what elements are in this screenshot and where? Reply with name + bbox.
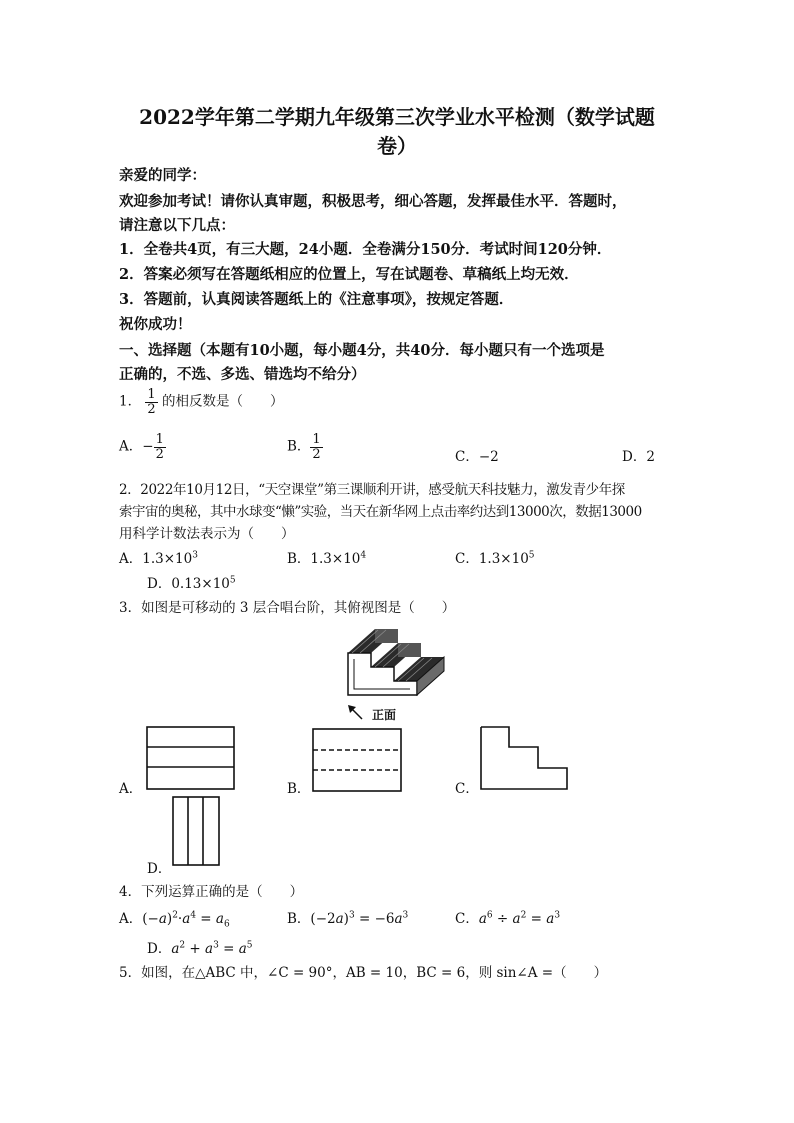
q2-line-1: 2．2022年10月12日，“天空课堂”第三课顺利开讲，感受航天科技魅力，激发青少年探 — [119, 482, 625, 498]
q4-option-a: A．$(-a)^2\cdot a^4 = a_6$ — [119, 910, 230, 930]
q2-option-d: D．$0.13\times 10^5$ — [147, 575, 236, 592]
q4-option-c: C．$a^6 \div a^2 = a^3$ — [455, 910, 561, 927]
q1-option-c: C．−2 — [455, 449, 499, 465]
q4-option-d: D．$a^2 + a^3 = a^5$ — [147, 940, 253, 957]
q2-option-c: C．$1.3\times 10^5$ — [455, 550, 535, 567]
greeting: 亲爱的同学： — [119, 167, 206, 184]
intro-paragraph-2: 请注意以下几点： — [119, 217, 235, 234]
q2-line-2: 索宇宙的奥秘，其中水球变“懒”实验，当天在新华网上点击率约达到13000次，数据13000 — [119, 504, 642, 520]
q3-option-c-label: C． — [455, 781, 479, 797]
page-title-cont: 卷） — [377, 134, 417, 158]
front-label: 正面 — [372, 708, 397, 722]
section-heading-cont: 正确的，不选、多选、错选均不给分） — [119, 366, 366, 383]
note-3: 3．答题前，认真阅读答题纸上的《注意事项》，按规定答题． — [119, 291, 514, 308]
q3-option-a-label: A． — [119, 781, 143, 797]
q1-option-d: D．2 — [622, 449, 655, 465]
q4-option-b: B．$(-2a)^3 = -6a^3$ — [287, 910, 409, 927]
q3-option-d-figure — [172, 796, 222, 868]
q1-option-a: A．− $\frac{1}{2}$ — [119, 432, 164, 462]
q3-option-b-figure — [312, 728, 404, 794]
q3-stem: 3．如图是可移动的 3 层合唱台阶，其俯视图是（ ） — [119, 600, 456, 616]
note-1: 1．全卷共4页，有三大题，24小题．全卷满分150分．考试时间120分钟． — [119, 241, 612, 258]
q5-stem: 5．如图，在△ABC 中，∠C = 90°，AB = 10，BC = 6，则 sin∠A =（ ） — [119, 965, 608, 981]
section-heading: 一、选择题（本题有10小题，每小题4分，共40分．每小题只有一个选项是 — [119, 342, 605, 359]
note-2: 2．答案必须写在答题纸相应的位置上，写在试题卷、草稿纸上均无效． — [119, 266, 579, 283]
q2-option-b: B．$1.3\times 10^4$ — [287, 550, 367, 567]
wish: 祝你成功！ — [119, 316, 192, 333]
q4-stem: 4．下列运算正确的是（ ） — [119, 884, 304, 900]
fraction: $\frac{1}{2}$ — [155, 432, 164, 462]
q3-option-d-label: D． — [147, 861, 172, 877]
fraction: $\frac{1}{2}$ — [147, 387, 156, 417]
question-1-stem: 1． $\frac{1}{2}$ 的相反数是（ ） — [119, 387, 284, 417]
intro-paragraph-1: 欢迎参加考试！请你认真审题，积极思考，细心答题，发挥最佳水平．答题时， — [119, 193, 627, 210]
staircase-figure — [340, 615, 455, 725]
q3-option-b-label: B． — [287, 781, 311, 797]
q3-option-a-figure — [146, 726, 236, 792]
q1-option-b: B． $\frac{1}{2}$ — [287, 432, 321, 462]
fraction: $\frac{1}{2}$ — [312, 432, 321, 462]
page-title: 2022学年第二学期九年级第三次学业水平检测（数学试题 — [139, 105, 655, 129]
q2-option-a: A．$1.3\times 10^3$ — [119, 550, 198, 567]
q2-line-3: 用科学计数法表示为（ ） — [119, 526, 295, 542]
q3-option-c-figure — [480, 726, 570, 792]
